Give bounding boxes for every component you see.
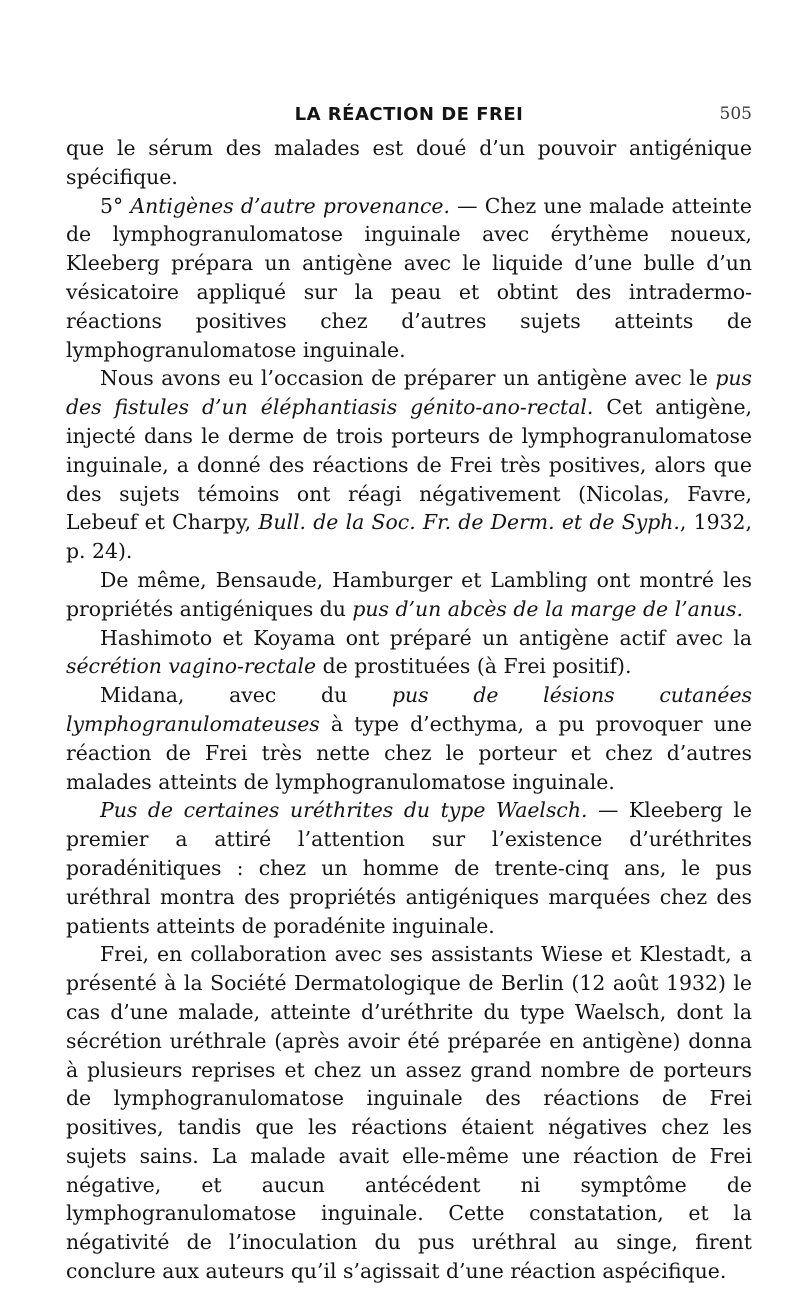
paragraph — [66, 566, 752, 624]
text-run: que le sérum des malades est doué d’un pouvoir antigénique spécifique. — [66, 136, 752, 189]
italic-run: pus de lésions cutanées lymphogranulomateuses — [66, 683, 752, 736]
paragraph — [66, 681, 752, 796]
paragraph — [66, 940, 752, 1286]
italic-run: Pus de certaines uréthrites du type Waelsch. — [100, 798, 588, 823]
italic-run: pus d’un abcès de la marge de l’anus. — [352, 596, 743, 621]
text-run: — Chez une malade atteinte de lymphogranulomatose inguinale avec érythème noueux, Kleeberg prépara un antigène avec le liquide d’une bulle d’un vésicatoire appliqué sur la peau et obtint des intradermo-réactions positives chez d’autres sujets atteints de lymphogranulomatose inguinale. — [66, 193, 752, 362]
paragraph — [66, 796, 752, 940]
text-run: à type d’ecthyma, a pu provoquer une réaction de Frei très nette chez le porteur et chez d’autres malades atteints de lymphogranulomatose inguinale. — [66, 711, 752, 794]
text-run: 5° — [100, 193, 131, 218]
text-run: De même, Bensaude, Hamburger et Lambling ont montré les propriétés antigéniques du — [66, 567, 752, 621]
paragraph — [66, 134, 752, 192]
text-run: Hashimoto et Koyama ont préparé un antigène actif avec la — [100, 625, 752, 650]
text-run: Nous avons eu l’occasion de préparer un antigène avec le — [100, 366, 716, 391]
page-number: 505 — [719, 104, 752, 124]
text-run: , 1932, p. 24). — [66, 510, 752, 564]
text-run: Cet antigène, injecté dans le derme de trois porteurs de lymphogranulomatose inguinale, a donné des réactions de Frei très positives, alors que des sujets témoins ont réagi négativement (Nicolas, Favre, Lebeuf et Charpy, — [66, 395, 752, 535]
italic-run: sécrétion vagino-rectale — [66, 654, 317, 679]
running-title: LA RÉACTION DE FREI — [294, 104, 524, 125]
book-page — [66, 98, 752, 1286]
paragraph — [66, 624, 752, 682]
italic-run: pus des fistules d’un éléphantiasis génito-ano-rectal. — [66, 366, 752, 420]
text-run: de prostituées (à Frei positif). — [316, 654, 632, 679]
paragraph — [66, 192, 752, 365]
paragraph — [66, 364, 752, 566]
text-run: — Kleeberg le premier a attiré l’attention sur l’existence d’uréthrites poradénitiques : chez un homme de trente-cinq ans, le pus uréthral montra des propriétés antigéniques marquées chez des patients atteints de poradénite inguinale. — [66, 798, 753, 938]
text-run: Midana, avec du — [100, 683, 392, 708]
italic-run: Antigènes d’autre provenance. — [130, 193, 450, 218]
body-text — [66, 134, 752, 1286]
italic-run: Bull. de la Soc. Fr. de Derm. et de Syph. — [258, 510, 680, 535]
text-run: Frei, en collaboration avec ses assistants Wiese et Klestadt, a présenté à la Société Dermatologique de Berlin (12 août 1932) le cas d’une malade, atteinte d’uréthrite du type Waelsch, dont la sécrétion uréthrale (après avoir été préparée en antigène) donna à plusieurs reprises et chez un assez grand nombre de porteurs de lymphogranulomatose inguinale des réactions de Frei positives, tandis que les réactions étaient négatives chez les sujets sains. La malade avait elle-même une réaction de Frei négative, et aucun antécédent ni symptôme de lymphogranulomatose inguinale. Cette constatation, et la négativité de l’inoculation du pus uréthral au singe, firent conclure aux auteurs qu’il s’agissait d’une réaction aspécifique. — [66, 942, 752, 1284]
running-header — [66, 98, 752, 134]
